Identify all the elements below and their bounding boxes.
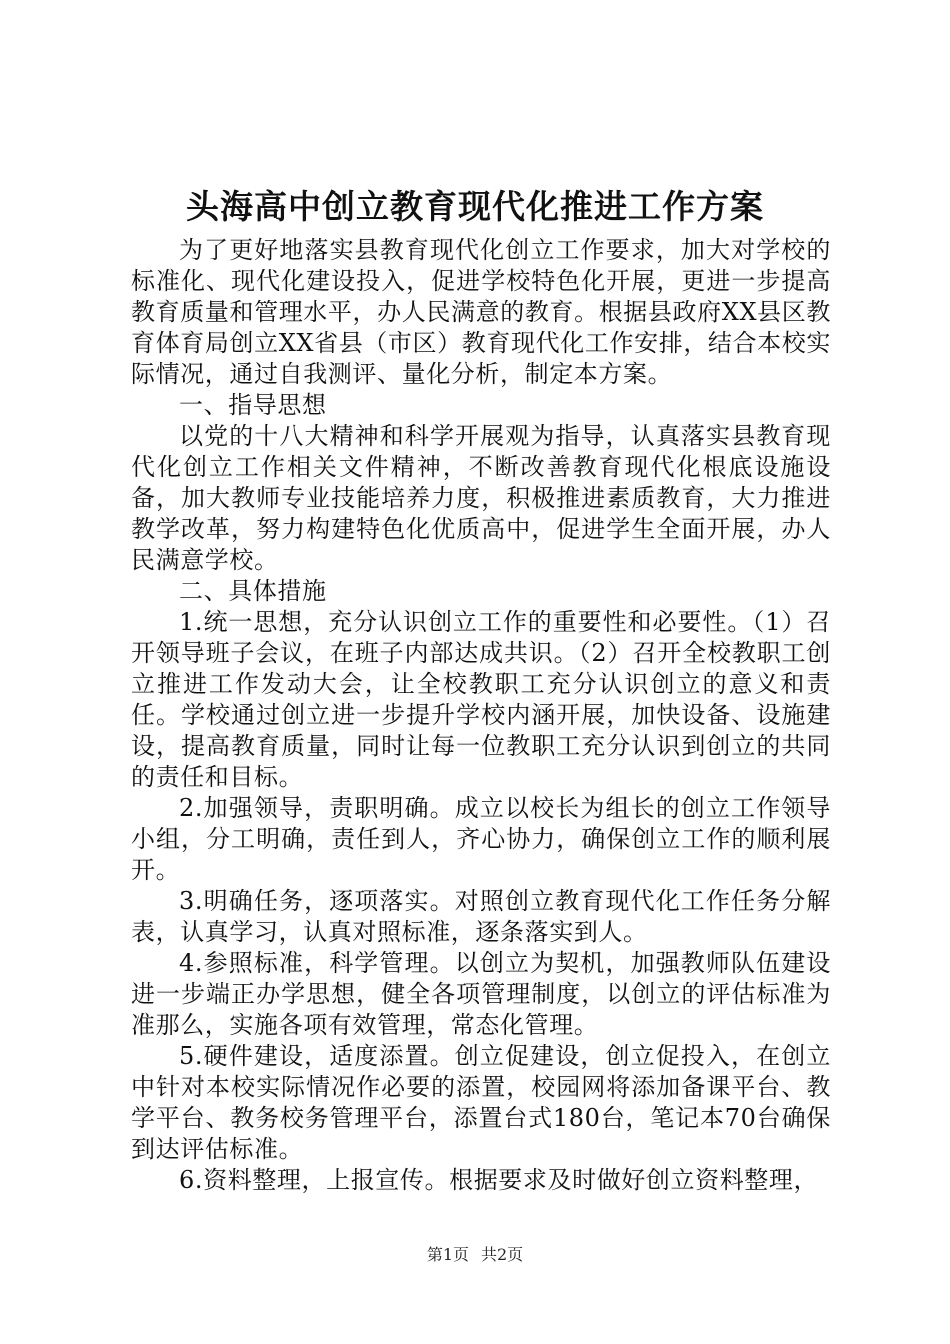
document-title: 头海高中创立教育现代化推进工作方案 [186,187,764,226]
intro-paragraph: 为了更好地落实县教育现代化创立工作要求，加大对学校的标准化、现代化建设投入，促进学校特色化开展，更进一步提高教育质量和管理水平，办人民满意的教育。根据县政府XX县区教育体育局创立XX省县（市区）教育现代化工作安排，结合本校实际情况，通过自我测评、量化分析，制定本方案。 [131,236,831,388]
page-footer [0,1244,950,1266]
page-number-total: 共2页 [481,1245,524,1264]
page-number-current: 第1页 [426,1245,469,1264]
measure-item-2: 2.加强领导，责职明确。成立以校长为组长的创立工作领导小组，分工明确，责任到人，齐心协力，确保创立工作的顺利展开。 [131,794,831,884]
measure-item-3: 3.明确任务，逐项落实。对照创立教育现代化工作任务分解表，认真学习，认真对照标准，逐条落实到人。 [131,887,831,946]
measure-item-4: 4.参照标准，科学管理。以创立为契机，加强教师队伍建设进一步端正办学思想，健全各项管理制度，以创立的评估标准为准那么，实施各项有效管理，常态化管理。 [131,949,831,1039]
document-body [131,235,831,1196]
measure-item-6: 6.资料整理，上报宣传。根据要求及时做好创立资料整理， [179,1166,819,1194]
section-heading-guiding-thought: 一、指导思想 [179,391,327,419]
section-heading-measures: 二、具体措施 [179,577,327,605]
guiding-thought-paragraph: 以党的十八大精神和科学开展观为指导，认真落实县教育现代化创立工作相关文件精神，不断改善教育现代化根底设施设备，加大教师专业技能培养力度，积极推进素质教育，大力推进教学改革，努力构建特色化优质高中，促进学生全面开展，办人民满意学校。 [131,422,831,574]
measure-item-1: 1.统一思想，充分认识创立工作的重要性和必要性。（1）召开领导班子会议，在班子内部达成共识。（2）召开全校教职工创立推进工作发动大会，让全校教职工充分认识创立的意义和责任。学校通过创立进一步提升学校内涵开展，加快设备、设施建设，提高教育质量，同时让每一位教职工充分认识到创立的共同的责任和目标。 [131,608,831,791]
measure-item-5: 5.硬件建设，适度添置。创立促建设，创立促投入，在创立中针对本校实际情况作必要的添置，校园网将添加备课平台、教学平台、教务校务管理平台，添置台式180台，笔记本70台确保到达评估标准。 [131,1042,831,1163]
